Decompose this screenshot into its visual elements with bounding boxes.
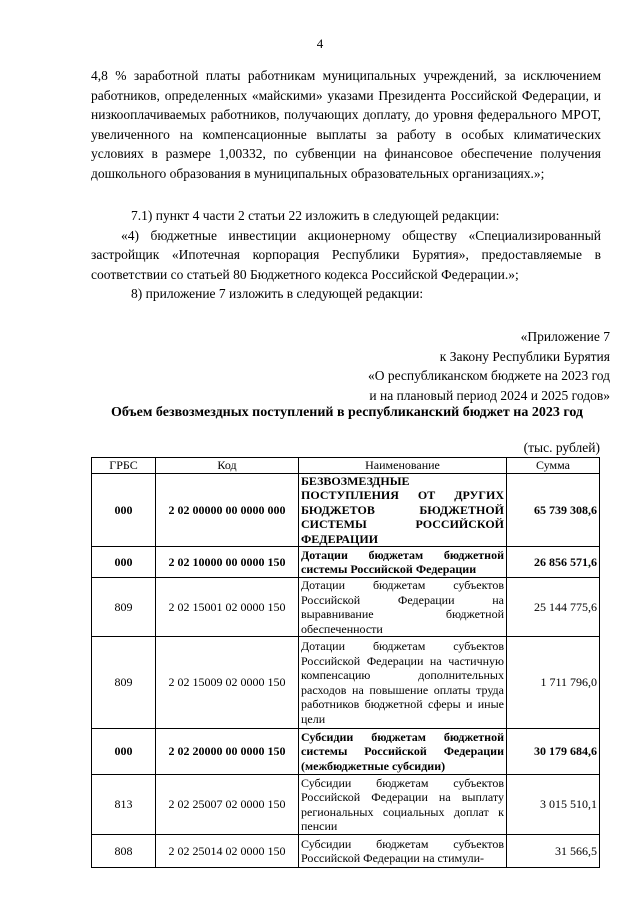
amendment-7-1: 7.1) пункт 4 части 2 статьи 22 изложить в следующей редакции: bbox=[131, 208, 500, 223]
header-sum: Сумма bbox=[507, 458, 600, 474]
cell-name: Дотации бюджетам бюджетной системы Российской Федерации bbox=[299, 547, 507, 578]
cell-code: 2 02 25007 02 0000 150 bbox=[156, 775, 299, 835]
cell-sum: 30 179 684,6 bbox=[507, 729, 600, 775]
cell-grbs: 000 bbox=[92, 473, 156, 547]
table-row bbox=[92, 835, 600, 868]
cell-code: 2 02 15001 02 0000 150 bbox=[156, 578, 299, 637]
cell-name: БЕЗВОЗМЕЗДНЫЕ ПОСТУПЛЕНИЯ ОТ ДРУГИХ БЮДЖЕТОВ БЮДЖЕТНОЙ СИСТЕМЫ РОССИЙСКОЙ ФЕДЕРАЦИИ bbox=[299, 473, 507, 547]
cell-grbs: 809 bbox=[92, 637, 156, 729]
units-label: (тыс. рублей) bbox=[523, 440, 600, 455]
cell-sum: 26 856 571,6 bbox=[507, 547, 600, 578]
appendix-line: и на плановый период 2024 и 2025 годов» bbox=[369, 387, 610, 403]
appendix-line: «Приложение 7 bbox=[520, 329, 610, 344]
header-grbs: ГРБС bbox=[92, 458, 156, 474]
cell-name: Дотации бюджетам субъектов Российской Федерации на выравнивание бюджетной обеспеченности bbox=[299, 578, 507, 637]
cell-grbs: 000 bbox=[92, 729, 156, 775]
cell-grbs: 813 bbox=[92, 775, 156, 835]
appendix-line: к Закону Республики Бурятия bbox=[439, 348, 610, 364]
appendix-line: «О республиканском бюджете на 2023 год bbox=[367, 368, 610, 384]
table-header-row bbox=[92, 458, 600, 474]
page-number: 4 bbox=[316, 36, 324, 51]
paragraph-continuation: 4,8 % заработной платы работникам муниципальных учреждений, за исключением работников, определенных «майскими» указами Президента Российской Федерации, и низкооплачиваемых работников, получающих доплату, до уровня федерального МРОТ, увеличенного на компенсационные выплаты за работу в особых климатических условиях в размере 1,00332, по субвенции на финансовое обеспечение получения дошкольного образования в муниципальных образовательных организациях.»; bbox=[91, 68, 601, 181]
cell-sum: 25 144 775,6 bbox=[507, 578, 600, 637]
table-row bbox=[92, 547, 600, 578]
revenue-table bbox=[91, 457, 600, 868]
table-title: Объем безвозмездных поступлений в республиканский бюджет на 2023 год bbox=[110, 405, 584, 420]
appendix-header bbox=[190, 327, 610, 405]
cell-sum: 31 566,5 bbox=[507, 835, 600, 868]
header-code: Код bbox=[156, 458, 299, 474]
cell-grbs: 808 bbox=[92, 835, 156, 868]
cell-sum: 3 015 510,1 bbox=[507, 775, 600, 835]
amendment-8: 8) приложение 7 изложить в следующей редакции: bbox=[131, 286, 424, 302]
cell-code: 2 02 25014 02 0000 150 bbox=[156, 835, 299, 868]
cell-sum: 1 711 796,0 bbox=[507, 637, 600, 729]
table-row bbox=[92, 775, 600, 835]
header-name: Наименование bbox=[299, 458, 507, 474]
cell-grbs: 000 bbox=[92, 547, 156, 578]
cell-sum: 65 739 308,6 bbox=[507, 473, 600, 547]
cell-code: 2 02 15009 02 0000 150 bbox=[156, 637, 299, 729]
table-row bbox=[92, 473, 600, 547]
cell-grbs: 809 bbox=[92, 578, 156, 637]
cell-name: Субсидии бюджетам бюджетной системы Российской Федерации (межбюджетные субсидии) bbox=[299, 729, 507, 775]
amendment-block bbox=[91, 206, 601, 304]
cell-code: 2 02 10000 00 0000 150 bbox=[156, 547, 299, 578]
cell-name: Субсидии бюджетам субъектов Российской Федерации на выплату региональных социальных доплат к пенсии bbox=[299, 775, 507, 835]
table-row bbox=[92, 578, 600, 637]
table-row bbox=[92, 729, 600, 775]
cell-name: Дотации бюджетам субъектов Российской Федерации на частичную компенсацию дополнительных расходов на повышение оплаты труда работников бюджетной сферы и иные цели bbox=[299, 637, 507, 729]
cell-code: 2 02 20000 00 0000 150 bbox=[156, 729, 299, 775]
amendment-item-4: «4) бюджетные инвестиции акционерному обществу «Специализированный застройщик «Ипотечная корпорация Республики Бурятия», предоставляемые в соответствии со статьей 80 Бюджетного кодекса Российской Федерации.»; bbox=[91, 227, 601, 282]
cell-name: Субсидии бюджетам субъектов Российской Федерации на стимули- bbox=[299, 835, 507, 868]
cell-code: 2 02 00000 00 0000 000 bbox=[156, 473, 299, 547]
table-row bbox=[92, 637, 600, 729]
